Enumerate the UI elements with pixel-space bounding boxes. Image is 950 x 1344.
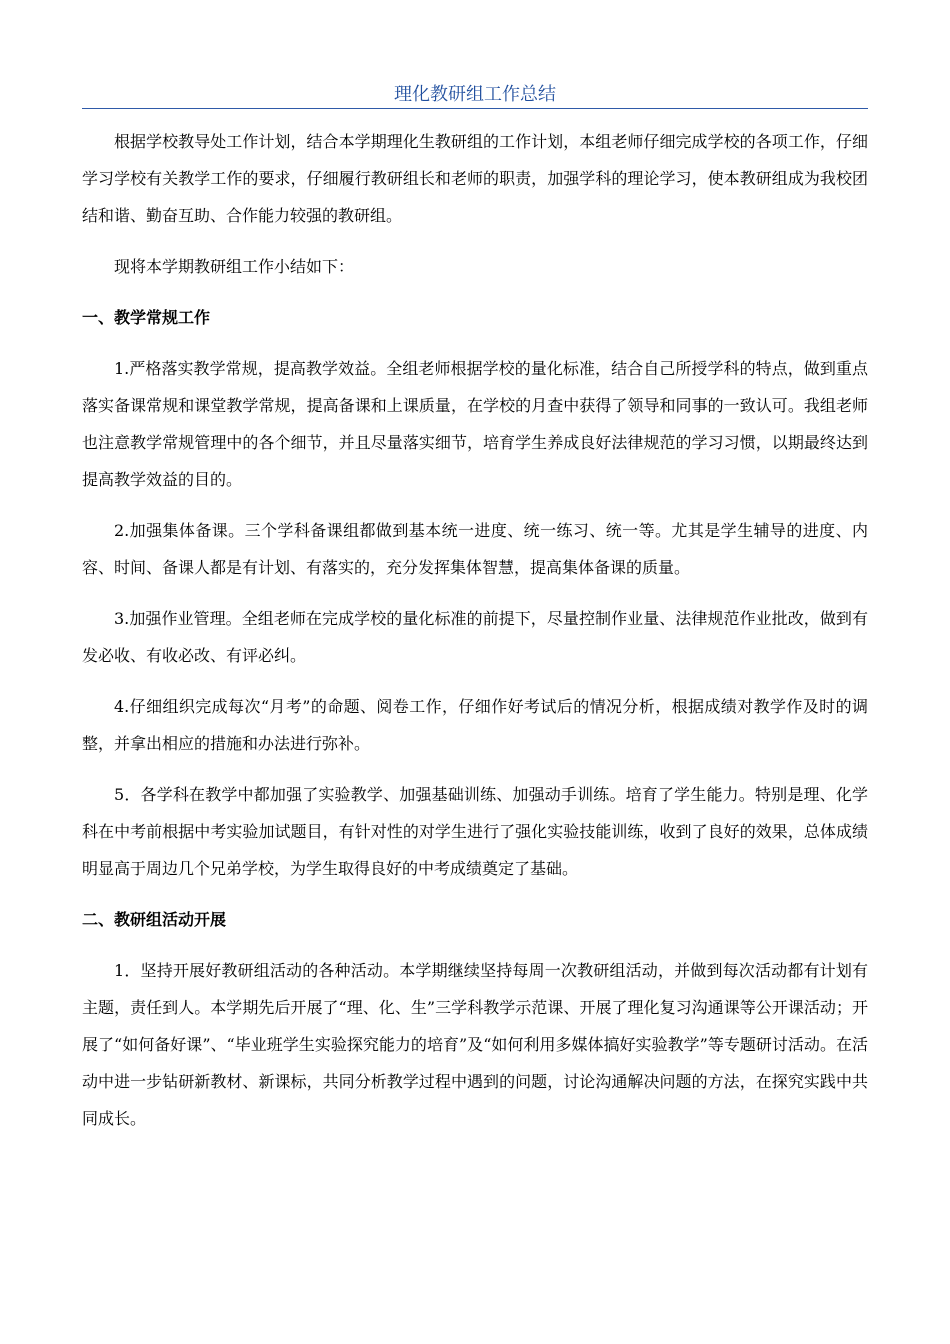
section1-item-1: 1.严格落实教学常规，提高教学效益。全组老师根据学校的量化标准，结合自己所授学科的特点，做到重点落实备课常规和课堂教学常规，提高备课和上课质量，在学校的月查中获得了领导和同事的一致认可。我组老师也注意教学常规管理中的各个细节，并且尽量落实细节，培育学生养成良好法律规范的学习习惯，以期最终达到提高教学效益的目的。 xyxy=(82,359,868,489)
section1-item-5: 5．各学科在教学中都加强了实验教学、加强基础训练、加强动手训练。培育了学生能力。特别是理、化学科在中考前根据中考实验加试题目，有针对性的对学生进行了强化实验技能训练，收到了良好的效果，总体成绩明显高于周边几个兄弟学校，为学生取得良好的中考成绩奠定了基础。 xyxy=(82,785,868,878)
section1-item-3: 3.加强作业管理。全组老师在完成学校的量化标准的前提下，尽量控制作业量、法律规范作业批改，做到有发必收、有收必改、有评必纠。 xyxy=(82,609,868,665)
header-divider xyxy=(82,108,868,109)
section-heading-teaching-routine: 一、教学常规工作 xyxy=(82,308,211,327)
summary-lead-paragraph: 现将本学期教研组工作小结如下： xyxy=(114,257,355,276)
section2-item-1: 1．坚持开展好教研组活动的各种活动。本学期继续坚持每周一次教研组活动，并做到每次活动都有计划有主题，责任到人。本学期先后开展了“理、化、生”三学科教学示范课、开展了理化复习沟通课等公开课活动；开展了“如何备好课”、“毕业班学生实验探究能力的培育”及“如何利用多媒体搞好实验教学”等专题研讨活动。在活动中进一步钻研新教材、新课标，共同分析教学过程中遇到的问题，讨论沟通解决问题的方法，在探究实践中共同成长。 xyxy=(82,961,868,1128)
section-heading-research-activities: 二、教研组活动开展 xyxy=(82,910,227,929)
document-body xyxy=(82,123,868,1151)
section1-item-2: 2.加强集体备课。三个学科备课组都做到基本统一进度、统一练习、统一等。尤其是学生辅导的进度、内容、时间、备课人都是有计划、有落实的，充分发挥集体智慧，提高集体备课的质量。 xyxy=(82,521,868,577)
intro-paragraph: 根据学校教导处工作计划，结合本学期理化生教研组的工作计划，本组老师仔细完成学校的各项工作，仔细学习学校有关教学工作的要求，仔细履行教研组长和老师的职责，加强学科的理论学习，使本教研组成为我校团结和谐、勤奋互助、合作能力较强的教研组。 xyxy=(82,132,868,225)
page-header-title: 理化教研组工作总结 xyxy=(394,84,556,105)
section1-item-4: 4.仔细组织完成每次“月考”的命题、阅卷工作，仔细作好考试后的情况分析，根据成绩对教学作及时的调整，并拿出相应的措施和办法进行弥补。 xyxy=(82,697,868,753)
